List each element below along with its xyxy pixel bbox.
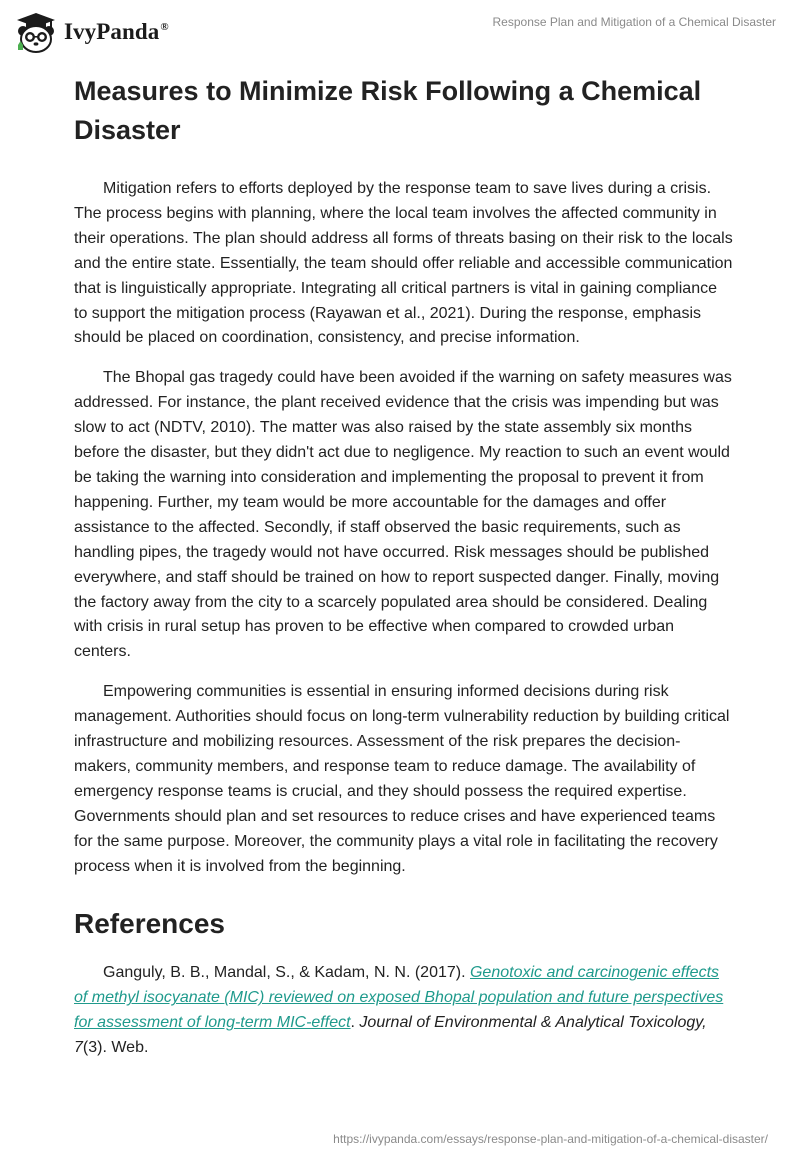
registered-mark: ® (160, 21, 169, 33)
paragraph: The Bhopal gas tragedy could have been avoided if the warning on safety measures was addressed. For instance, the plant received evidence that the crisis was impending but was slow to act (NDTV, 2010). The matter was also raised by the state assembly six months before the disaster, but they didn't act due to negligence. My reaction to such an event would be taking the warning into consideration and implementing the proposal to prevent it from happening. Further, my team would be more accountable for the damages and offer assistance to the affected. Secondly, if staff observed the basic requirements, such as handling pipes, the tragedy would not have occurred. Risk messages should be published everywhere, and staff should be trained on how to report suspected danger. Finally, moving the factory away from the city to a scarcely populated area should be considered. Dealing with crisis in rural setup has proven to be effective when compared to crowded urban centers. (74, 369, 732, 661)
document-title: Response Plan and Mitigation of a Chemical Disaster (492, 15, 776, 29)
brand-logo[interactable] (14, 10, 169, 54)
reference-item (74, 961, 734, 1061)
paragraph: Empowering communities is essential in ensuring informed decisions during risk management. Authorities should focus on long-term vulnerability reduction by building critical infrastructure and mobilizing resources. Assessment of the risk prepares the decision-makers, community members, and response team to reduce damage. The availability of emergency response teams is crucial, and they should possess the required expertise. Governments should plan and set resources to reduce crises and have experienced teams for the same purpose. Moreover, the community plays a vital role in facilitating the recovery process when it is involved from the beginning. (74, 683, 730, 875)
brand-name: IvyPanda® (64, 19, 169, 44)
references-heading: References (74, 908, 225, 940)
paragraph: Mitigation refers to efforts deployed by the response team to save lives during a crisis. The process begins with planning, where the local team involves the affected community in their operations. The plan should address all forms of threats basing on their risk to the locals and the entire state. Essentially, the team should offer reliable and accessible communication that is linguistically appropriate. Integrating all critical partners is vital in gaining compliance to support the mitigation process (Rayawan et al., 2021). During the response, emphasis should be placed on coordination, consistency, and precise information. (74, 180, 733, 347)
reference-separator: . (350, 1014, 360, 1032)
reference-authors: Ganguly, B. B., Mandal, S., & Kadam, N. N. (2017). (103, 964, 470, 982)
panda-graduate-icon (14, 10, 58, 54)
reference-journal: Journal of Environmental & Analytical Toxicology, 7 (74, 1014, 707, 1057)
reference-tail: (3). Web. (82, 1039, 149, 1057)
reference-title-link[interactable]: Genotoxic and carcinogenic effects of methyl isocyanate (MIC) reviewed on exposed Bhopal population and future perspectives for assessment of long-term MIC-effect (74, 964, 724, 1032)
source-url: https://ivypanda.com/essays/response-plan-and-mitigation-of-a-chemical-disaster/ (333, 1132, 768, 1146)
article-body (74, 72, 734, 1061)
article-heading: Measures to Minimize Risk Following a Chemical Disaster (74, 76, 702, 145)
page-header (0, 0, 800, 60)
